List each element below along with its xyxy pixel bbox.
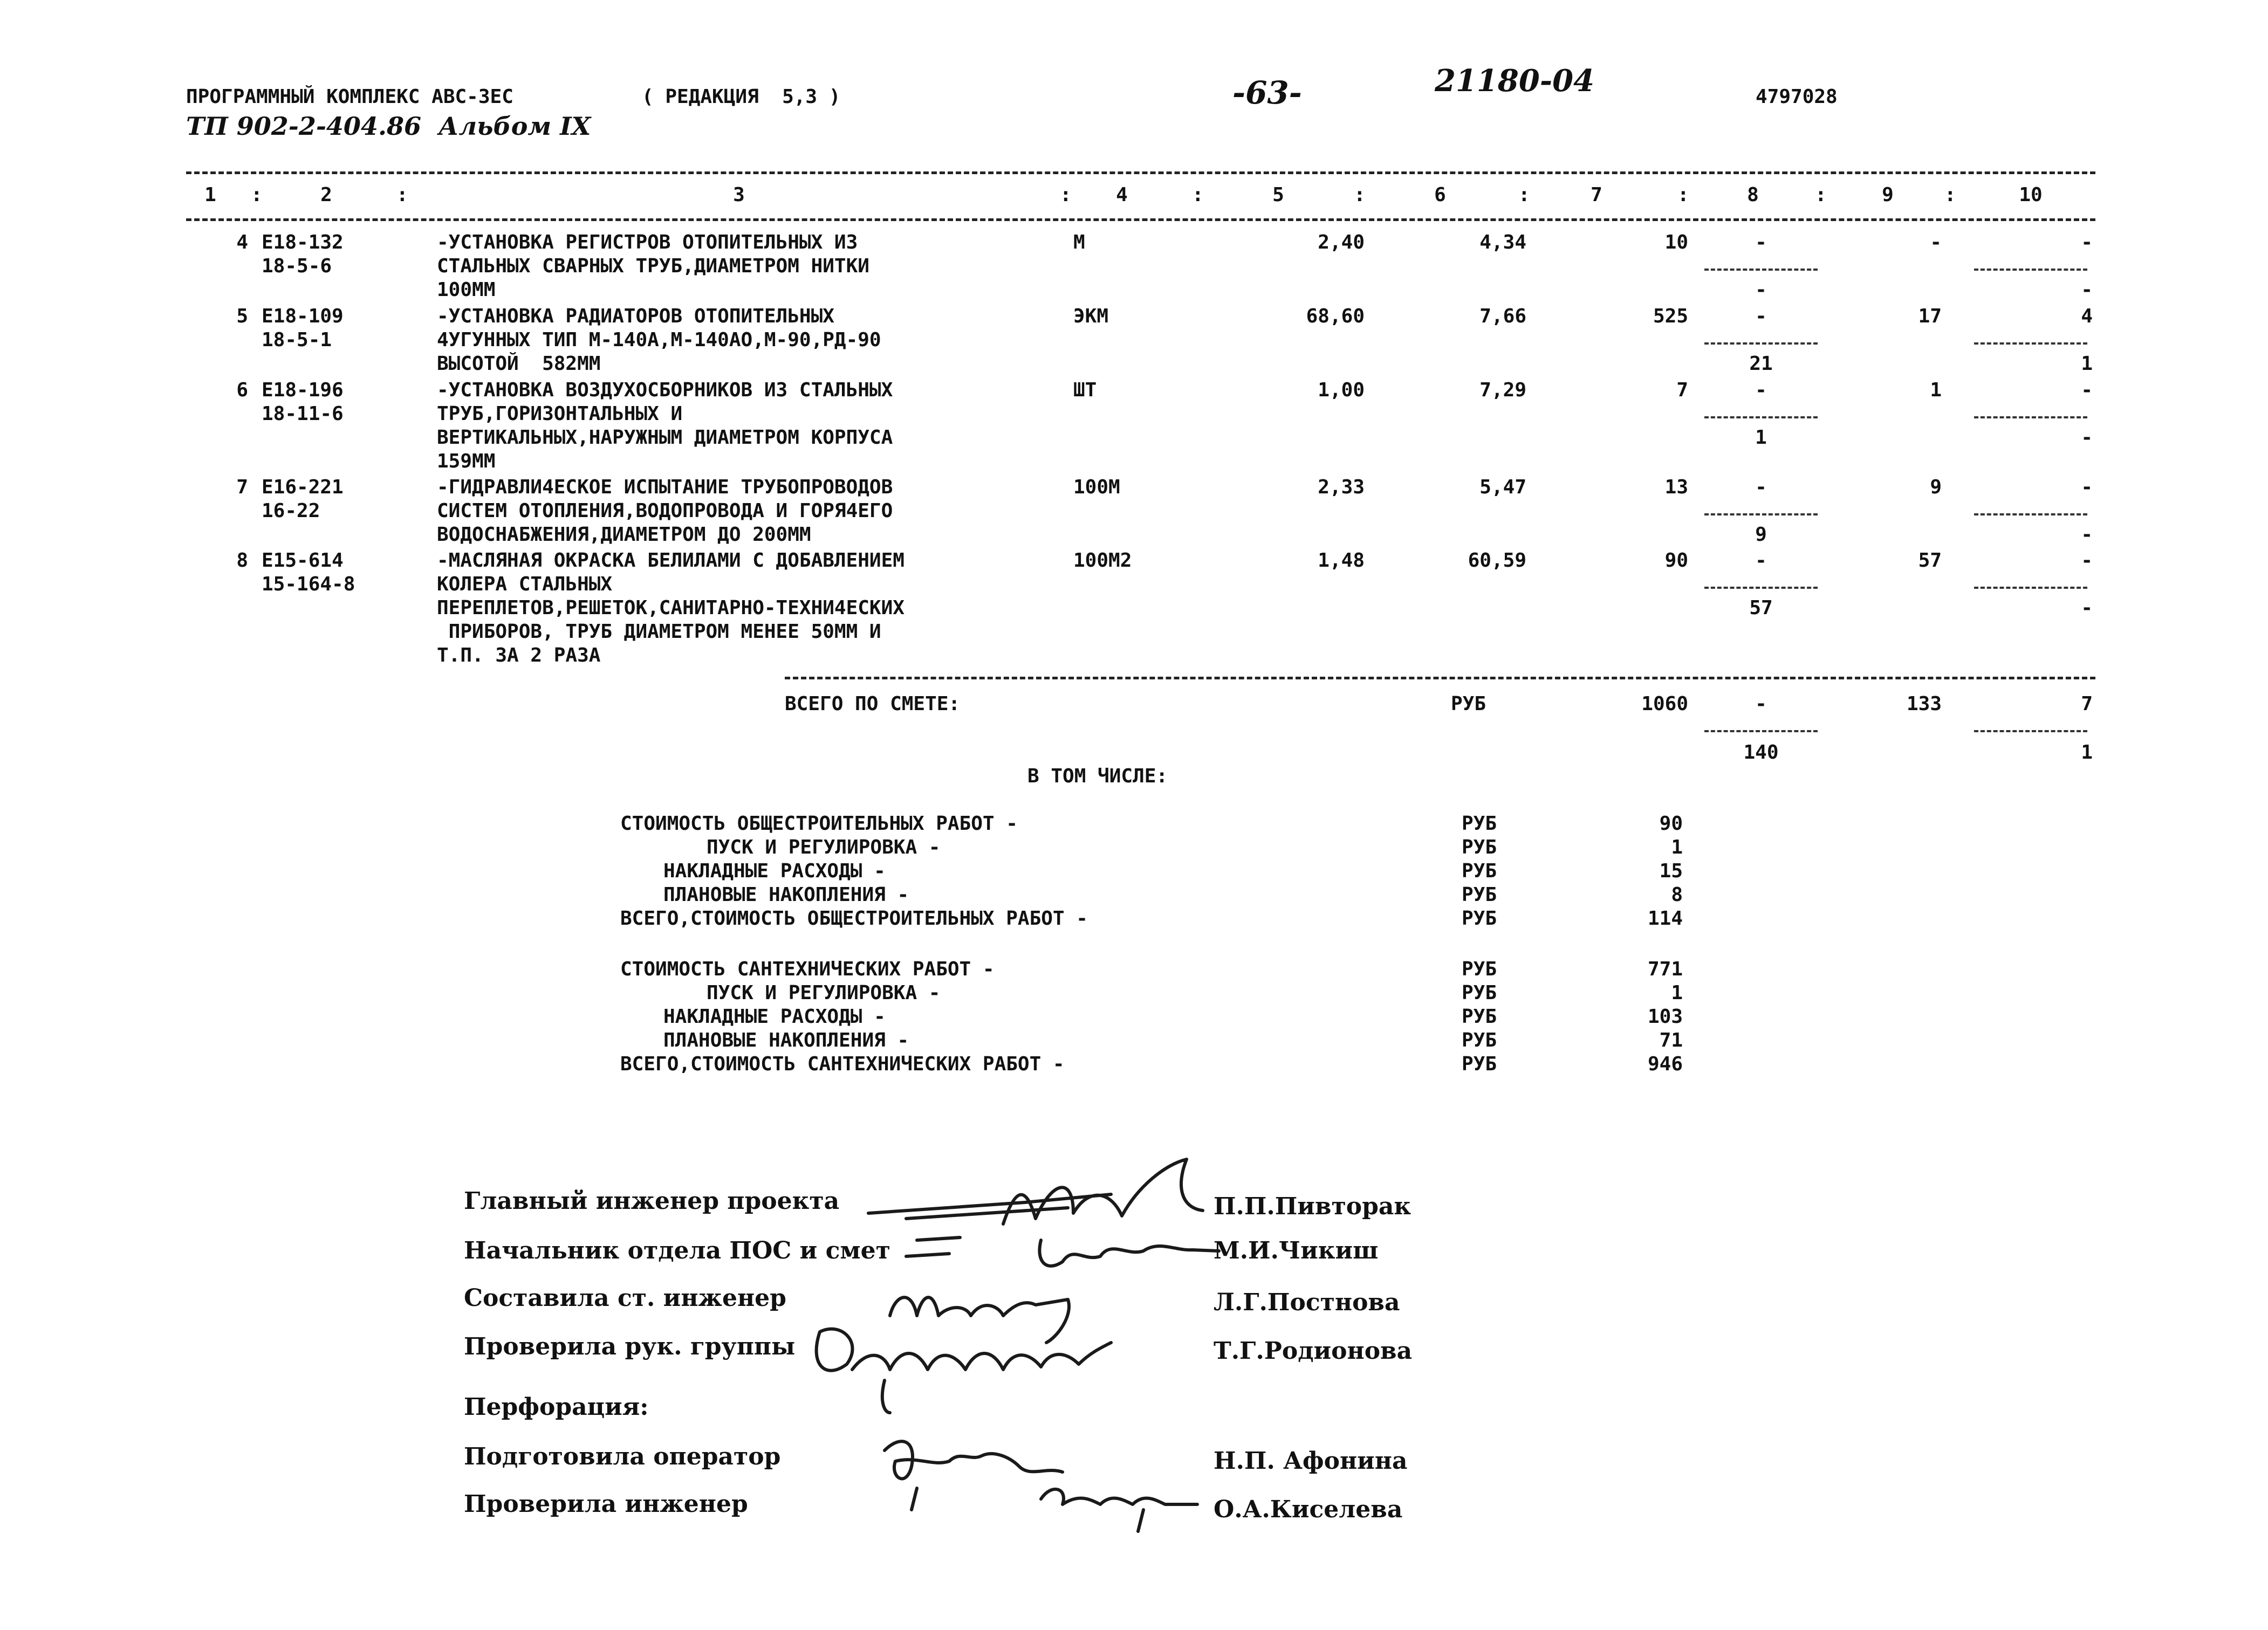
rate-code: Е15-614	[262, 549, 344, 572]
unit-price: 5,47	[1479, 476, 1526, 498]
summary-value: 15	[1659, 860, 1683, 882]
work-description: -МАСЛЯНАЯ ОКРАСКА БЕЛИЛАМИ С ДОБАВЛЕНИЕМ	[437, 549, 905, 572]
rate-reference: 18-5-6	[262, 255, 332, 277]
signer-role: Проверила рук. группы	[464, 1333, 796, 1360]
work-description: КОЛЕРА СТАЛЬНЫХ	[437, 573, 613, 595]
row-number: 6	[236, 379, 248, 401]
summary-label: ПЛАНОВЫЕ НАКОПЛЕНИЯ -	[663, 884, 909, 906]
rate-reference: 18-11-6	[262, 403, 344, 425]
grand-total-value: 1060	[1641, 693, 1688, 715]
column-header: 10	[2019, 184, 2043, 206]
signer-name: М.И.Чикиш	[1214, 1237, 1379, 1264]
column-header: 7	[1591, 184, 1602, 206]
column-separator: :	[1944, 184, 1956, 206]
col10-value: 1	[2081, 353, 2093, 375]
summary-unit: РУБ	[1462, 907, 1497, 930]
total-cost: 13	[1664, 476, 1688, 498]
signer-role: Составила ст. инженер	[464, 1284, 786, 1312]
summary-value: 103	[1647, 1006, 1683, 1028]
total-cost: 90	[1664, 549, 1688, 572]
grand-total-label: ВСЕГО ПО СМЕТЕ:	[785, 693, 961, 715]
signature-postnova	[890, 1297, 1069, 1343]
work-description: ВЫСОТОЙ 582ММ	[437, 353, 601, 375]
summary-label: ПЛАНОВЫЕ НАКОПЛЕНИЯ -	[663, 1029, 909, 1051]
summary-value: 114	[1647, 907, 1683, 930]
col8-value: -	[1755, 279, 1767, 301]
unit: ШТ	[1073, 379, 1097, 401]
work-description: -ГИДРАВЛИ4ЕСКОЕ ИСПЫТАНИЕ ТРУБОПРОВОДОВ	[437, 476, 893, 498]
rate-code: Е16-221	[262, 476, 344, 498]
column-header: 4	[1116, 184, 1128, 206]
work-description: СИСТЕМ ОТОПЛЕНИЯ,ВОДОПРОВОДА И ГОРЯ4ЕГО	[437, 500, 893, 522]
row-number: 5	[236, 305, 248, 327]
signature-afonina	[885, 1441, 1063, 1510]
page-number: -63-	[1232, 74, 1302, 111]
quantity: 2,33	[1318, 476, 1365, 498]
column-header: 1	[204, 184, 216, 206]
unit-price: 4,34	[1479, 231, 1526, 253]
grand-total-unit: РУБ	[1451, 693, 1486, 715]
summary-unit: РУБ	[1462, 884, 1497, 906]
summary-unit: РУБ	[1462, 813, 1497, 835]
col9-value: 17	[1918, 305, 1942, 327]
unit-price: 60,59	[1468, 549, 1526, 572]
column-separator: :	[251, 184, 263, 206]
summary-unit: РУБ	[1462, 860, 1497, 882]
work-description: ВЕРТИКАЛЬНЫХ,НАРУЖНЫМ ДИАМЕТРОМ КОРПУСА	[437, 427, 893, 449]
work-description: ТРУБ,ГОРИЗОНТАЛЬНЫХ И	[437, 403, 683, 425]
summary-label: ПУСК И РЕГУЛИРОВКА -	[707, 982, 941, 1004]
col10-value: 1	[2081, 741, 2093, 764]
col8-value: 140	[1743, 741, 1779, 764]
summary-label: СТОИМОСТЬ ОБЩЕСТРОИТЕЛЬНЫХ РАБОТ -	[620, 813, 1018, 835]
unit: 100М2	[1073, 549, 1132, 572]
col8-value: 9	[1755, 524, 1767, 546]
work-description: -УСТАНОВКА ВОЗДУХОСБОРНИКОВ ИЗ СТАЛЬНЫХ	[437, 379, 893, 401]
col8-value: 21	[1749, 353, 1773, 375]
signer-role: Начальник отдела ПОС и смет	[464, 1237, 890, 1264]
total-cost: 525	[1653, 305, 1688, 327]
signature-pivtorak	[868, 1159, 1203, 1224]
work-description: 159ММ	[437, 450, 496, 472]
col8-value: -	[1755, 476, 1767, 498]
work-description: ВОДОСНАБЖЕНИЯ,ДИАМЕТРОМ ДО 200ММ	[437, 524, 811, 546]
unit-price: 7,29	[1479, 379, 1526, 401]
col8-value: -	[1755, 379, 1767, 401]
summary-label: НАКЛАДНЫЕ РАСХОДЫ -	[663, 860, 886, 882]
album-reference: ТП 902-2-404.86 Альбом IX	[186, 112, 591, 141]
col8-value: -	[1755, 549, 1767, 572]
work-description: -УСТАНОВКА РЕГИСТРОВ ОТОПИТЕЛЬНЫХ ИЗ	[437, 231, 858, 253]
col10-value: 7	[2081, 693, 2093, 715]
signature-rodionova	[817, 1329, 1111, 1413]
summary-value: 90	[1659, 813, 1683, 835]
summary-unit: РУБ	[1462, 1006, 1497, 1028]
column-header: 2	[320, 184, 332, 206]
quantity: 1,48	[1318, 549, 1365, 572]
unit: М	[1073, 231, 1085, 253]
summary-label: ВСЕГО,СТОИМОСТЬ ОБЩЕСТРОИТЕЛЬНЫХ РАБОТ -	[620, 907, 1088, 930]
summary-label: ПУСК И РЕГУЛИРОВКА -	[707, 836, 941, 858]
signer-name: О.А.Киселева	[1214, 1496, 1403, 1523]
document-code: 4797028	[1756, 86, 1838, 108]
unit: 100М	[1073, 476, 1120, 498]
summary-value: 946	[1647, 1053, 1683, 1075]
signer-name: Л.Г.Постнова	[1214, 1289, 1400, 1316]
summary-label: ВСЕГО,СТОИМОСТЬ САНТЕХНИЧЕСКИХ РАБОТ -	[620, 1053, 1065, 1075]
col9-value: 57	[1918, 549, 1942, 572]
column-separator: :	[1518, 184, 1530, 206]
col9-value: 133	[1906, 693, 1942, 715]
col10-value: -	[2081, 279, 2093, 301]
work-description: 4УГУННЫХ ТИП М-140А,М-140АО,М-90,РД-90	[437, 329, 881, 351]
row-number: 4	[236, 231, 248, 253]
col10-value: -	[2081, 549, 2093, 572]
signer-role: Проверила инженер	[464, 1490, 748, 1518]
signature-kiseleva	[1041, 1489, 1197, 1531]
col10-value: -	[2081, 427, 2093, 449]
work-description: -УСТАНОВКА РАДИАТОРОВ ОТОПИТЕЛЬНЫХ	[437, 305, 834, 327]
signer-role: Главный инженер проекта	[464, 1187, 840, 1215]
work-description: ПРИБОРОВ, ТРУБ ДИАМЕТРОМ МЕНЕЕ 50ММ И	[437, 621, 881, 643]
work-description: Т.П. ЗА 2 РАЗА	[437, 644, 601, 666]
col8-value: -	[1755, 305, 1767, 327]
column-separator: :	[1815, 184, 1827, 206]
signer-role: Подготовила оператор	[464, 1443, 781, 1470]
quantity: 68,60	[1306, 305, 1365, 327]
total-cost: 7	[1676, 379, 1688, 401]
summary-value: 8	[1671, 884, 1683, 906]
col10-value: -	[2081, 231, 2093, 253]
summary-unit: РУБ	[1462, 1029, 1497, 1051]
summary-label: НАКЛАДНЫЕ РАСХОДЫ -	[663, 1006, 886, 1028]
col8-value: -	[1755, 693, 1767, 715]
col10-value: -	[2081, 476, 2093, 498]
unit-price: 7,66	[1479, 305, 1526, 327]
col10-value: -	[2081, 379, 2093, 401]
column-separator: :	[396, 184, 408, 206]
summary-unit: РУБ	[1462, 982, 1497, 1004]
signer-name: Т.Г.Родионова	[1214, 1337, 1413, 1365]
rate-reference: 15-164-8	[262, 573, 355, 595]
col10-value: -	[2081, 524, 2093, 546]
edition-label: ( РЕДАКЦИЯ 5,3 )	[642, 86, 841, 108]
row-number: 8	[236, 549, 248, 572]
rate-code: Е18-132	[262, 231, 344, 253]
col9-value: -	[1930, 231, 1942, 253]
summary-unit: РУБ	[1462, 1053, 1497, 1075]
rate-code: Е18-109	[262, 305, 344, 327]
column-header: 6	[1434, 184, 1446, 206]
quantity: 2,40	[1318, 231, 1365, 253]
col8-value: -	[1755, 231, 1767, 253]
rate-code: Е18-196	[262, 379, 344, 401]
rate-reference: 18-5-1	[262, 329, 332, 351]
summary-unit: РУБ	[1462, 958, 1497, 980]
program-title: ПРОГРАММНЫЙ КОМПЛЕКС АВС-3ЕС	[186, 86, 513, 108]
column-header: 8	[1747, 184, 1759, 206]
document-number: 21180-04	[1435, 63, 1594, 99]
signer-name: П.П.Пивторак	[1214, 1193, 1411, 1220]
summary-value: 71	[1659, 1029, 1683, 1051]
work-description: ПЕРЕПЛЕТОВ,РЕШЕТОК,САНИТАРНО-ТЕХНИ4ЕСКИХ	[437, 597, 905, 619]
col9-value: 1	[1930, 379, 1942, 401]
summary-label: СТОИМОСТЬ САНТЕХНИЧЕСКИХ РАБОТ -	[620, 958, 995, 980]
column-header: 3	[733, 184, 745, 206]
column-separator: :	[1677, 184, 1689, 206]
col8-value: 1	[1755, 427, 1767, 449]
col10-value: 4	[2081, 305, 2093, 327]
column-separator: :	[1060, 184, 1072, 206]
rate-reference: 16-22	[262, 500, 320, 522]
summary-value: 771	[1647, 958, 1683, 980]
work-description: СТАЛЬНЫХ СВАРНЫХ ТРУБ,ДИАМЕТРОМ НИТКИ	[437, 255, 869, 277]
summary-value: 1	[1671, 982, 1683, 1004]
unit: ЭКМ	[1073, 305, 1109, 327]
column-separator: :	[1192, 184, 1204, 206]
total-cost: 10	[1664, 231, 1688, 253]
column-header: 5	[1272, 184, 1284, 206]
signer-name: Н.П. Афонина	[1214, 1447, 1408, 1475]
column-separator: :	[1354, 184, 1366, 206]
summary-value: 1	[1671, 836, 1683, 858]
col8-value: 57	[1749, 597, 1773, 619]
column-header: 9	[1882, 184, 1894, 206]
col10-value: -	[2081, 597, 2093, 619]
including-label: В ТОМ ЧИСЛЕ:	[1027, 765, 1168, 787]
quantity: 1,00	[1318, 379, 1365, 401]
perforation-label: Перфорация:	[464, 1393, 649, 1421]
summary-unit: РУБ	[1462, 836, 1497, 858]
row-number: 7	[236, 476, 248, 498]
signature-chikish	[906, 1237, 1219, 1266]
col9-value: 9	[1930, 476, 1942, 498]
work-description: 100ММ	[437, 279, 496, 301]
